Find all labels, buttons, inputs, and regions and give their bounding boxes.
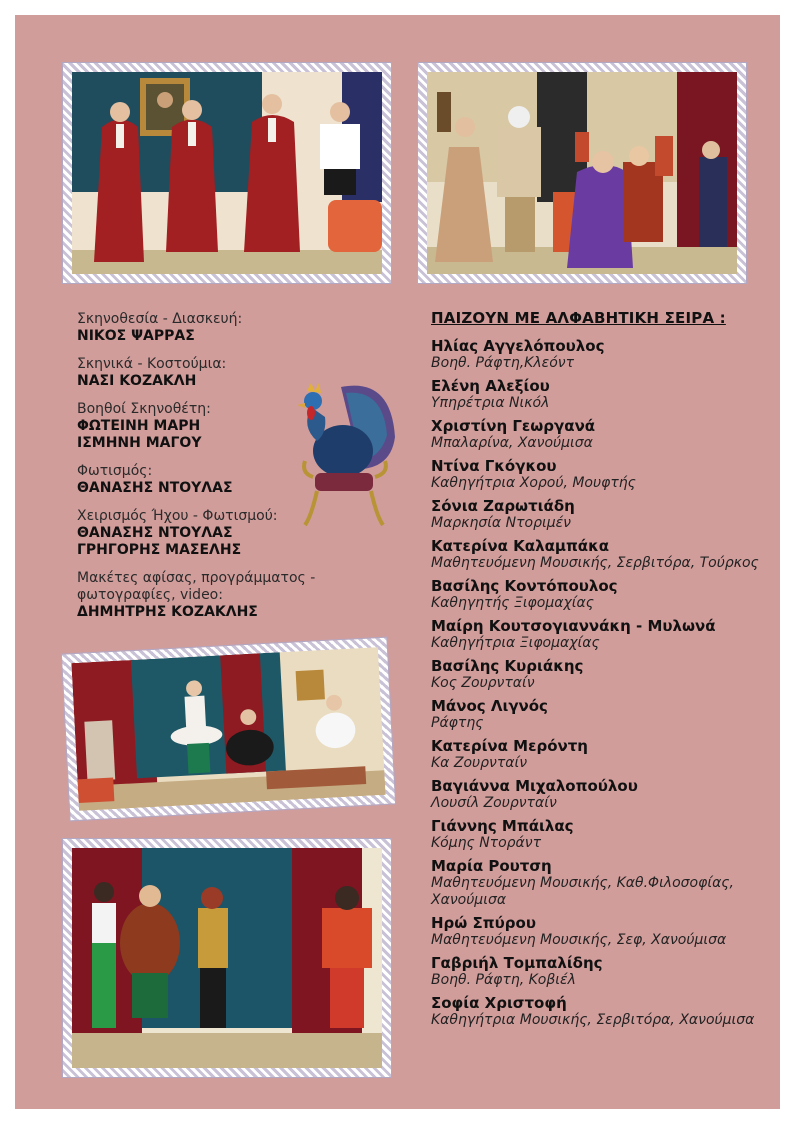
actor-name: Ντίνα Γκόγκου xyxy=(431,457,557,475)
actor-name: Ελένη Αλεξίου xyxy=(431,377,550,395)
credit-person: ΘΑΝΑΣΗΣ ΝΤΟΥΛΑΣ xyxy=(77,525,233,541)
actor-name: Κατερίνα Μερόντη xyxy=(431,737,588,755)
cast-member xyxy=(431,914,771,949)
stage-photo-costume-group xyxy=(427,72,737,274)
actor-name: Χριστίνη Γεωργανά xyxy=(431,417,596,435)
cast-member xyxy=(431,657,771,692)
credit-person: ΓΡΗΓΟΡΗΣ ΜΑΣΕΛΗΣ xyxy=(77,542,242,558)
credit-person: ΝΑΣΙ ΚΟΖΑΚΛΗ xyxy=(77,373,197,389)
credit-design-photography xyxy=(77,570,352,621)
actor-name: Μάνος Λιγνός xyxy=(431,697,548,715)
cast-member xyxy=(431,737,771,772)
actor-name: Βασίλης Κοντόπουλος xyxy=(431,577,618,595)
cast-member xyxy=(431,777,771,812)
actor-name: Ηλίας Αγγελόπουλος xyxy=(431,337,605,355)
photo-frame-four-actors xyxy=(62,838,392,1078)
stage-photo-red-robes xyxy=(72,72,382,274)
program-page xyxy=(15,15,780,1109)
character-name: Λουσίλ Ζουρνταίν xyxy=(431,795,557,811)
photo-frame-red-robes xyxy=(62,62,392,284)
cast-member xyxy=(431,337,771,372)
cast-member xyxy=(431,497,771,532)
actor-name: Μαίρη Κουτσογιαννάκη - Μυλωνά xyxy=(431,617,716,635)
cast-member xyxy=(431,697,771,732)
credit-person: ΝΙΚΟΣ ΨΑΡΡΑΣ xyxy=(77,328,195,344)
character-name: Καθηγήτρια Χορού, Μουφτής xyxy=(431,475,636,491)
photo-frame-costume-group xyxy=(417,62,747,284)
character-name: Βοηθ. Ράφτη,Κλεόντ xyxy=(431,355,575,371)
character-name: Μαθητευόμενη Μουσικής, Σεφ, Χανούμισα xyxy=(431,932,727,948)
photo-frame-dancers xyxy=(61,637,396,822)
cast-member xyxy=(431,954,771,989)
character-name: Υπηρέτρια Νικόλ xyxy=(431,395,550,411)
character-name: Ράφτης xyxy=(431,715,484,731)
credit-role: Σκηνοθεσία - Διασκευή: xyxy=(77,311,243,327)
credit-role: Χειρισμός Ήχου - Φωτισμού: xyxy=(77,508,278,524)
character-name: Καθηγήτρια Ξιφομαχίας xyxy=(431,635,600,651)
cast-member xyxy=(431,537,771,572)
cast-member xyxy=(431,994,771,1029)
credit-role: Σκηνικά - Κοστούμια: xyxy=(77,356,227,372)
cast-member xyxy=(431,617,771,652)
credit-person: ΘΑΝΑΣΗΣ ΝΤΟΥΛΑΣ xyxy=(77,480,233,496)
stage-photo-four-actors xyxy=(72,848,382,1068)
actor-name: Ηρώ Σπύρου xyxy=(431,914,536,932)
cast-member xyxy=(431,457,771,492)
actor-name: Κατερίνα Καλαμπάκα xyxy=(431,537,610,555)
actor-name: Γιάννης Μπάιλας xyxy=(431,817,574,835)
credit-person: ΔΗΜΗΤΡΗΣ ΚΟΖΑΚΛΗΣ xyxy=(77,604,258,620)
character-name: Μαρκησία Ντοριμέν xyxy=(431,515,571,531)
character-name: Βοηθ. Ράφτη, Κοβιέλ xyxy=(431,972,576,988)
actor-name: Μαρία Ρουτση xyxy=(431,857,552,875)
character-name: Κος Ζουρνταίν xyxy=(431,675,535,691)
cast-heading: ΠΑΙΖΟΥΝ ΜΕ ΑΛΦΑΒΗΤΙΚΗ ΣΕΙΡΑ : xyxy=(431,309,726,327)
actor-name: Βασίλης Κυριάκης xyxy=(431,657,584,675)
actor-name: Βαγιάννα Μιχαλοπούλου xyxy=(431,777,638,795)
credit-person: ΙΣΜΗΝΗ ΜΑΓΟΥ xyxy=(77,435,202,451)
actor-name: Σόνια Ζαρωτιάδη xyxy=(431,497,575,515)
cast-member xyxy=(431,577,771,612)
character-name: Καθηγήτρια Μουσικής, Σερβιτόρα, Χανούμισα xyxy=(431,1012,755,1028)
character-name: Κα Ζουρνταίν xyxy=(431,755,528,771)
credit-direction xyxy=(77,311,367,345)
turkey-throne-illustration xyxy=(291,377,399,529)
character-name: Μαθητευόμενη Μουσικής, Καθ.Φιλοσοφίας, Χανούμισα xyxy=(431,875,734,908)
actor-name: Γαβριήλ Τομπαλίδης xyxy=(431,954,603,972)
stage-photo-dancers xyxy=(71,647,385,811)
cast-member xyxy=(431,857,771,909)
character-name: Μαθητευόμενη Μουσικής, Σερβιτόρα, Τούρκος xyxy=(431,555,759,571)
cast-member xyxy=(431,417,771,452)
actor-name: Σοφία Χριστοφή xyxy=(431,994,567,1012)
credit-role: Φωτισμός: xyxy=(77,463,153,479)
credit-role: Βοηθοί Σκηνοθέτη: xyxy=(77,401,211,417)
character-name: Καθηγητής Ξιφομαχίας xyxy=(431,595,594,611)
character-name: Κόμης Ντοράντ xyxy=(431,835,542,851)
cast-member xyxy=(431,377,771,412)
credit-person: ΦΩΤΕΙΝΗ ΜΑΡΗ xyxy=(77,418,201,434)
character-name: Μπαλαρίνα, Χανούμισα xyxy=(431,435,593,451)
cast-list xyxy=(431,309,771,1034)
cast-member xyxy=(431,817,771,852)
credit-role: Μακέτες αφίσας, προγράμματος - φωτογραφίες, video: xyxy=(77,570,316,603)
